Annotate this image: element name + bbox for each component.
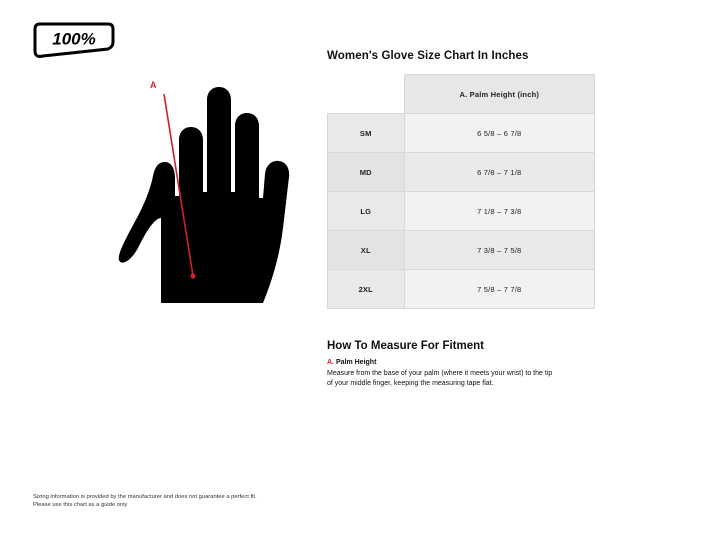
cell-size: SM bbox=[328, 114, 405, 153]
how-to-measure-title: How To Measure For Fitment bbox=[327, 340, 484, 352]
size-chart-section bbox=[327, 50, 687, 309]
cell-size: XL bbox=[328, 231, 405, 270]
table-header bbox=[328, 75, 595, 114]
cell-palm-height: 7 3/8 – 7 5/8 bbox=[404, 231, 595, 270]
measurement-label-a: A bbox=[150, 80, 157, 90]
page-title: Women's Glove Size Chart In Inches bbox=[327, 50, 529, 62]
cell-size: MD bbox=[328, 153, 405, 192]
table-body bbox=[328, 114, 595, 309]
cell-palm-height: 6 7/8 – 7 1/8 bbox=[404, 153, 595, 192]
brand-logo bbox=[33, 22, 115, 58]
footer-line-1: Sizing information is provided by the manufacturer and does not guarantee a perfect fit. bbox=[33, 493, 257, 500]
table-row bbox=[328, 270, 595, 309]
hundred-percent-logo-icon bbox=[33, 22, 115, 58]
measure-item-heading bbox=[327, 359, 557, 366]
cell-palm-height: 7 1/8 – 7 3/8 bbox=[404, 192, 595, 231]
column-header-palm-height: A. Palm Height (inch) bbox=[404, 75, 595, 114]
cell-size: LG bbox=[328, 192, 405, 231]
cell-palm-height: 7 5/8 – 7 7/8 bbox=[404, 270, 595, 309]
cell-palm-height: 6 5/8 – 6 7/8 bbox=[404, 114, 595, 153]
glove-hand-icon bbox=[95, 78, 315, 303]
measure-item-letter: A. bbox=[327, 359, 334, 366]
table-row bbox=[328, 192, 595, 231]
svg-text:100%: 100% bbox=[52, 29, 96, 49]
footer-line-2: Please use this chart as a guide only bbox=[33, 502, 128, 509]
table-row bbox=[328, 114, 595, 153]
table-header-row bbox=[328, 75, 595, 114]
cell-size: 2XL bbox=[328, 270, 405, 309]
table-row bbox=[328, 231, 595, 270]
size-chart-table bbox=[327, 74, 595, 309]
how-to-measure-section bbox=[327, 340, 557, 389]
glove-illustration bbox=[95, 78, 315, 303]
measure-item-name: Palm Height bbox=[334, 359, 377, 366]
footer-disclaimer bbox=[33, 493, 373, 510]
table-row bbox=[328, 153, 595, 192]
table-corner-cell bbox=[328, 75, 405, 114]
measure-item-description: Measure from the base of your palm (where it meets your wrist) to the tip of your middle finger, keeping the measuring tape flat. bbox=[327, 370, 553, 388]
